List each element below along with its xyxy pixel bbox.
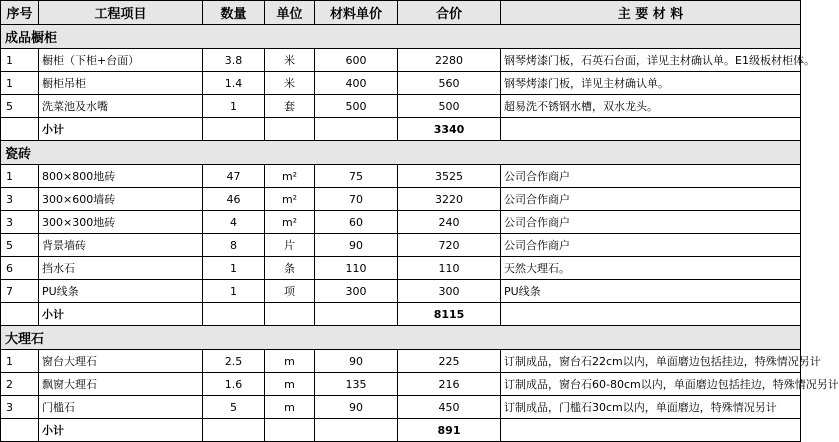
cell-unit: 片 (265, 234, 315, 257)
cell-item: 橱柜吊柜 (39, 72, 203, 95)
cell-no: 1 (1, 49, 39, 72)
section-title: 瓷砖 (1, 141, 801, 165)
cell-item: 背景墙砖 (39, 234, 203, 257)
empty-cell (315, 419, 398, 442)
cell-qty: 1 (203, 95, 265, 118)
header-no: 序号 (1, 1, 39, 25)
cell-unit: m (265, 373, 315, 396)
cell-total: 110 (398, 257, 501, 280)
cell-total: 240 (398, 211, 501, 234)
empty-cell (315, 303, 398, 326)
section-title: 成品橱柜 (1, 25, 801, 49)
section-title: 大理石 (1, 326, 801, 350)
cell-material: 超易洗不锈钢水槽，双水龙头。 (501, 95, 801, 118)
cell-unit: 米 (265, 72, 315, 95)
header-item: 工程项目 (39, 1, 203, 25)
table-row (1, 72, 801, 95)
cell-unit: 条 (265, 257, 315, 280)
table-row (1, 188, 801, 211)
cell-material: 天然大理石。 (501, 257, 801, 280)
cell-total: 2280 (398, 49, 501, 72)
cell-no: 1 (1, 165, 39, 188)
empty-cell (1, 303, 39, 326)
cell-qty: 8 (203, 234, 265, 257)
cell-price: 110 (315, 257, 398, 280)
cell-material: 订制成品，窗台石22cm以内，单面磨边包括挂边，特殊情况另计 (501, 350, 801, 373)
cell-material: 订制成品，门槛石30cm以内，单面磨边，特殊情况另计 (501, 396, 801, 419)
cell-item: 飘窗大理石 (39, 373, 203, 396)
cell-no: 1 (1, 350, 39, 373)
empty-cell (315, 118, 398, 141)
header-price: 材料单价 (315, 1, 398, 25)
table-row (1, 49, 801, 72)
table-row (1, 373, 801, 396)
cell-qty: 46 (203, 188, 265, 211)
cell-qty: 2.5 (203, 350, 265, 373)
cell-material: 钢琴烤漆门板，详见主材确认单。 (501, 72, 801, 95)
cell-total: 216 (398, 373, 501, 396)
cell-price: 600 (315, 49, 398, 72)
cell-total: 450 (398, 396, 501, 419)
cell-qty: 5 (203, 396, 265, 419)
subtotal-row (1, 419, 801, 442)
cell-no: 3 (1, 396, 39, 419)
empty-cell (1, 419, 39, 442)
cell-no: 5 (1, 95, 39, 118)
cell-no: 1 (1, 72, 39, 95)
section-row (1, 326, 801, 350)
cell-unit: m² (265, 211, 315, 234)
header-material: 主 要 材 料 (501, 1, 801, 25)
header-unit: 单位 (265, 1, 315, 25)
empty-cell (1, 118, 39, 141)
cell-material: 公司合作商户 (501, 211, 801, 234)
cell-item: 窗台大理石 (39, 350, 203, 373)
subtotal-label: 小计 (39, 303, 203, 326)
table-row (1, 257, 801, 280)
cell-total: 300 (398, 280, 501, 303)
cell-price: 135 (315, 373, 398, 396)
cell-item: 300×300地砖 (39, 211, 203, 234)
empty-cell (203, 303, 265, 326)
section-row (1, 25, 801, 49)
cell-no: 3 (1, 188, 39, 211)
section-row (1, 141, 801, 165)
header-row (1, 1, 801, 25)
table-row (1, 350, 801, 373)
cell-qty: 1 (203, 280, 265, 303)
cell-unit: m (265, 350, 315, 373)
cell-unit: m² (265, 188, 315, 211)
cell-qty: 1.6 (203, 373, 265, 396)
subtotal-value: 3340 (398, 118, 501, 141)
empty-cell (501, 419, 801, 442)
cell-total: 225 (398, 350, 501, 373)
cell-price: 90 (315, 396, 398, 419)
cell-unit: 米 (265, 49, 315, 72)
cell-item: 800×800地砖 (39, 165, 203, 188)
table-row (1, 234, 801, 257)
cell-item: PU线条 (39, 280, 203, 303)
cell-price: 400 (315, 72, 398, 95)
cell-no: 7 (1, 280, 39, 303)
table-row (1, 280, 801, 303)
cell-unit: m² (265, 165, 315, 188)
cell-unit: m (265, 396, 315, 419)
cell-qty: 3.8 (203, 49, 265, 72)
subtotal-label: 小计 (39, 419, 203, 442)
cell-no: 6 (1, 257, 39, 280)
cell-material: 公司合作商户 (501, 188, 801, 211)
cell-material: PU线条 (501, 280, 801, 303)
cell-material: 钢琴烤漆门板，石英石台面，详见主材确认单。E1级板材柜体。 (501, 49, 801, 72)
cell-no: 5 (1, 234, 39, 257)
cell-qty: 47 (203, 165, 265, 188)
cell-material: 公司合作商户 (501, 165, 801, 188)
cell-no: 3 (1, 211, 39, 234)
header-qty: 数量 (203, 1, 265, 25)
cell-unit: 项 (265, 280, 315, 303)
subtotal-row (1, 303, 801, 326)
empty-cell (265, 419, 315, 442)
cell-total: 3525 (398, 165, 501, 188)
cell-item: 门槛石 (39, 396, 203, 419)
table-row (1, 396, 801, 419)
table-row (1, 211, 801, 234)
empty-cell (501, 118, 801, 141)
cell-total: 720 (398, 234, 501, 257)
cell-item: 橱柜（下柜+台面） (39, 49, 203, 72)
cell-item: 挡水石 (39, 257, 203, 280)
cell-total: 3220 (398, 188, 501, 211)
empty-cell (203, 118, 265, 141)
cell-price: 90 (315, 234, 398, 257)
empty-cell (265, 303, 315, 326)
cell-total: 500 (398, 95, 501, 118)
subtotal-row (1, 118, 801, 141)
table-row (1, 165, 801, 188)
cell-unit: 套 (265, 95, 315, 118)
subtotal-value: 891 (398, 419, 501, 442)
cell-qty: 4 (203, 211, 265, 234)
subtotal-value: 8115 (398, 303, 501, 326)
cell-material: 订制成品，窗台石60-80cm以内，单面磨边包括挂边，特殊情况另计 (501, 373, 801, 396)
cell-qty: 1.4 (203, 72, 265, 95)
cell-price: 70 (315, 188, 398, 211)
cell-total: 560 (398, 72, 501, 95)
subtotal-label: 小计 (39, 118, 203, 141)
cell-price: 60 (315, 211, 398, 234)
empty-cell (203, 419, 265, 442)
cell-price: 500 (315, 95, 398, 118)
table-row (1, 95, 801, 118)
cell-material: 公司合作商户 (501, 234, 801, 257)
cell-price: 90 (315, 350, 398, 373)
cell-price: 300 (315, 280, 398, 303)
cell-qty: 1 (203, 257, 265, 280)
table-body (1, 25, 839, 442)
cell-price: 75 (315, 165, 398, 188)
empty-cell (501, 303, 801, 326)
cell-no: 2 (1, 373, 39, 396)
empty-cell (265, 118, 315, 141)
cell-item: 300×600墙砖 (39, 188, 203, 211)
header-total: 合价 (398, 1, 501, 25)
cell-item: 洗菜池及水嘴 (39, 95, 203, 118)
